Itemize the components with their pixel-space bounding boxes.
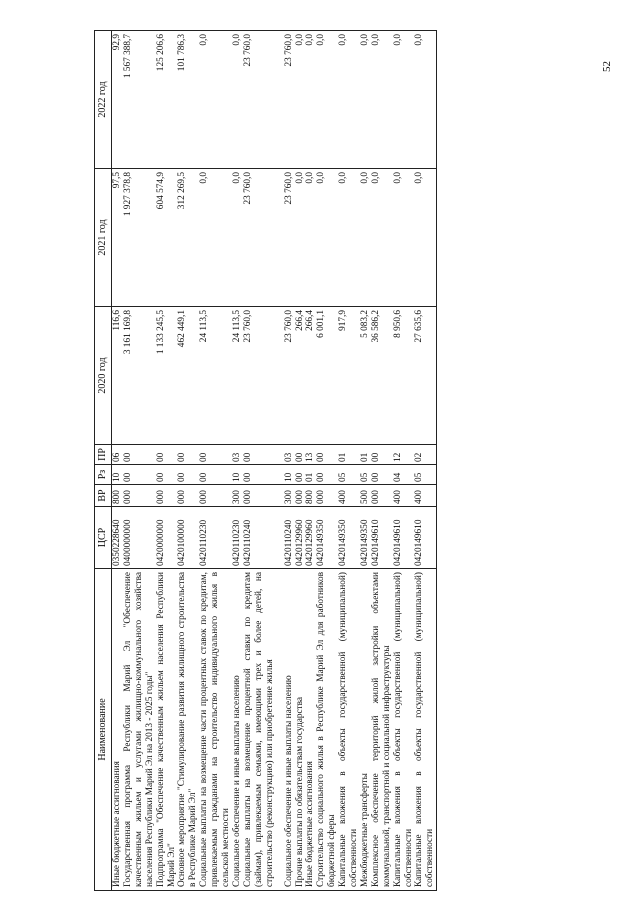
row-csr: 0420110240 [284,507,295,569]
row-vr: 000 [243,485,276,507]
row-2021: 23 760,0 [243,169,276,307]
row-name: Подпрограмма "Обеспечение качественным жильем населения Республики Марий Эл" [156,569,178,891]
row-pr: 03 [284,445,295,465]
row-pr: 00 [156,445,178,465]
row-2020: 266,4 [295,307,306,445]
row-vr: 000 [156,485,178,507]
spacer-cell [276,169,284,307]
row-name: Капитальные вложения в объекты государственной (муниципальной) собственности [393,569,415,891]
row-2022: 0,0 [371,31,393,169]
row-vr: 800 [305,485,316,507]
row-pr: 12 [393,445,415,465]
row-vr: 000 [177,485,199,507]
row-2020: 5 083,2 [360,307,371,445]
row-2021: 0,0 [295,169,306,307]
row-2021: 0,0 [199,169,232,307]
row-rz: 10 [284,465,295,485]
table-row [393,31,415,891]
row-csr: 0350228640 [112,507,123,569]
row-2022: 0,0 [414,31,436,169]
spacer-cell [276,507,284,569]
header-csr: ЦСР [95,507,112,569]
row-name: Социальные выплаты на возмещение процентной ставки по кредитам (займам), привлекаемым семьями, имеющими трех и более детей, на строительство (реконструкцию) или приобретение жилья [243,569,276,891]
row-name: Иные бюджетные ассигнования [305,569,316,891]
table-row [232,31,243,891]
row-rz: 10 [112,465,123,485]
row-rz: 01 [305,465,316,485]
row-vr: 800 [112,485,123,507]
row-rz: 00 [371,465,393,485]
row-2022: 0,0 [199,31,232,169]
table-row [156,31,178,891]
row-vr: 300 [232,485,243,507]
row-pr: 00 [316,445,338,465]
page-number: 52 [601,61,613,72]
rotated-table-wrapper [94,31,616,891]
row-vr: 000 [199,485,232,507]
table-row [305,31,316,891]
row-2021: 604 574,9 [156,169,178,307]
table-row [338,31,360,891]
row-2021: 0,0 [338,169,360,307]
row-rz: 05 [414,465,436,485]
row-2022: 0,0 [316,31,338,169]
row-2021: 0,0 [371,169,393,307]
row-name: Социальное обеспечение и иные выплаты населению [232,569,243,891]
row-rz: 00 [123,465,156,485]
row-csr: 0420149350 [360,507,371,569]
row-2020: 36 586,2 [371,307,393,445]
row-2021: 0,0 [305,169,316,307]
header-pr: ПР [95,445,112,465]
row-csr: 0420149610 [371,507,393,569]
row-csr: 0420100000 [177,507,199,569]
row-csr: 0420000000 [156,507,178,569]
row-csr: 0400000000 [123,507,156,569]
row-vr: 000 [123,485,156,507]
row-2020: 116,6 [112,307,123,445]
row-2022: 0,0 [360,31,371,169]
row-2020: 27 635,6 [414,307,436,445]
header-2022: 2022 год [95,31,112,169]
row-2021: 23 760,0 [284,169,295,307]
row-2020: 23 760,0 [284,307,295,445]
row-csr: 0420129960 [305,507,316,569]
header-2020: 2020 год [95,307,112,445]
row-rz: 00 [295,465,306,485]
header-vr: ВР [95,485,112,507]
row-vr: 500 [360,485,371,507]
table-row [414,31,436,891]
row-csr: 0420149610 [414,507,436,569]
row-2022: 1 567 388,7 [123,31,156,169]
row-2022: 101 786,3 [177,31,199,169]
row-2021: 0,0 [414,169,436,307]
row-2020: 917,9 [338,307,360,445]
spacer-cell [276,445,284,465]
table-row [199,31,232,891]
table-row [243,31,276,891]
row-csr: 0420110240 [243,507,276,569]
row-rz: 00 [177,465,199,485]
table-row-spacer [276,31,284,891]
table-row [177,31,199,891]
row-name: Строительство социального жилья в Республике Марий Эл для работников бюджетной сферы [316,569,338,891]
row-vr: 300 [284,485,295,507]
row-2021: 0,0 [232,169,243,307]
row-2022: 0,0 [295,31,306,169]
table-row [360,31,371,891]
spacer-cell [276,307,284,445]
row-2022: 0,0 [393,31,415,169]
row-name: Прочие выплаты по обязательствам государства [295,569,306,891]
row-2020: 8 950,6 [393,307,415,445]
row-name: Социальные выплаты на возмещение части процентных ставок по кредитам, привлекаемым гражданами на строительство индивидуального жилья в сельской местности [199,569,232,891]
row-name: Комплексное обеспечение территорий жилой застройки объектами коммунальной, транспортной и социальной инфраструктуры [371,569,393,891]
row-csr: 0420110230 [199,507,232,569]
row-2022: 23 760,0 [284,31,295,169]
row-csr: 0420149350 [316,507,338,569]
row-vr: 000 [295,485,306,507]
row-name: Основное мероприятие "Стимулирование развития жилищного строительства в Республике Марий Эл" [177,569,199,891]
row-rz: 00 [199,465,232,485]
row-pr: 06 [112,445,123,465]
row-2020: 1 133 245,5 [156,307,178,445]
row-vr: 400 [414,485,436,507]
row-pr: 01 [360,445,371,465]
row-2021: 1 927 378,8 [123,169,156,307]
row-rz: 05 [360,465,371,485]
row-2022: 125 206,6 [156,31,178,169]
row-name: Межбюджетные трансферты [360,569,371,891]
row-rz: 10 [232,465,243,485]
row-rz: 00 [243,465,276,485]
row-2021: 0,0 [393,169,415,307]
row-2022: 92,9 [112,31,123,169]
row-2021: 0,0 [316,169,338,307]
row-2021: 0,0 [360,169,371,307]
row-rz: 00 [156,465,178,485]
row-2021: 312 269,5 [177,169,199,307]
row-csr: 0420149350 [338,507,360,569]
row-rz: 05 [338,465,360,485]
table-header-row [95,31,112,891]
row-pr: 13 [305,445,316,465]
row-pr: 00 [243,445,276,465]
spacer-cell [276,485,284,507]
row-csr: 0420110230 [232,507,243,569]
table-row [295,31,306,891]
row-2022: 0,0 [338,31,360,169]
row-2022: 0,0 [305,31,316,169]
row-rz: 04 [393,465,415,485]
row-vr: 400 [338,485,360,507]
row-name: Капитальные вложения в объекты государственной (муниципальной) собственности [338,569,360,891]
row-pr: 02 [414,445,436,465]
table-row [123,31,156,891]
row-pr: 00 [177,445,199,465]
row-2020: 266,4 [305,307,316,445]
row-vr: 000 [371,485,393,507]
row-csr: 0420149610 [393,507,415,569]
row-pr: 00 [123,445,156,465]
header-name: Наименование [95,569,112,891]
row-pr: 00 [371,445,393,465]
row-2021: 97,5 [112,169,123,307]
row-2022: 23 760,0 [243,31,276,169]
row-csr: 0420129960 [295,507,306,569]
spacer-cell [276,31,284,169]
header-rz: Рз [95,465,112,485]
row-rz: 00 [316,465,338,485]
row-vr: 400 [393,485,415,507]
row-2020: 24 113,5 [199,307,232,445]
table-row [316,31,338,891]
row-2022: 0,0 [232,31,243,169]
row-2020: 3 161 169,8 [123,307,156,445]
row-name: Государственная программа Республики Марий Эл "Обеспечение качественным жильем и услугами жилищно-коммунального хозяйства населения Республики Марий Эл на 2013 - 2025 годы" [123,569,156,891]
row-2020: 6 001,1 [316,307,338,445]
row-2020: 462 449,1 [177,307,199,445]
table-row [371,31,393,891]
header-2021: 2021 год [95,169,112,307]
row-name: Социальное обеспечение и иные выплаты населению [284,569,295,891]
row-pr: 03 [232,445,243,465]
row-2020: 24 113,5 [232,307,243,445]
row-pr: 00 [199,445,232,465]
spacer-cell [276,465,284,485]
budget-table [94,30,437,891]
row-name: Капитальные вложения в объекты государственной (муниципальной) собственности [414,569,436,891]
table-row [284,31,295,891]
spacer-cell [276,569,284,891]
row-pr: 00 [295,445,306,465]
row-2020: 23 760,0 [243,307,276,445]
row-vr: 000 [316,485,338,507]
table-row [112,31,123,891]
row-name: Иные бюджетные ассигнования [112,569,123,891]
row-pr: 01 [338,445,360,465]
